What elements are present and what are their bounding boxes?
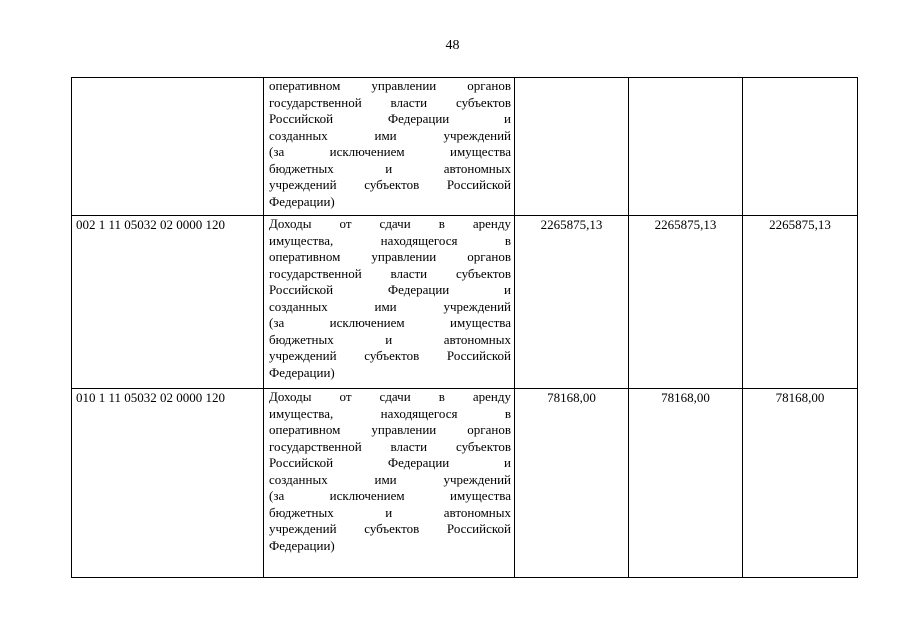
description-word: ими [374,471,397,487]
description-word: созданных [269,298,328,314]
description-word: имущества, [269,232,334,248]
description-word: и [385,331,393,347]
description-word: от [339,216,352,231]
value-cell-2: 2265875,13 [629,216,743,389]
description-word: Федерации [387,455,450,470]
table-row [72,389,858,578]
description-word: созданных [269,471,328,487]
description-word: управлении [371,422,437,437]
description-word: исключением [329,315,405,330]
table-row [72,78,858,216]
description-word: Доходы [269,389,312,404]
description-line [269,365,511,382]
description-word: оперативном [269,249,341,264]
description-word: (за [269,488,285,503]
description-word: в [504,232,511,248]
page-number: 48 [445,38,460,53]
description-word: власти [390,265,428,281]
description-word: Российской [269,282,334,297]
description-line [269,299,511,316]
description-line [269,406,511,423]
budget-revenue-table [71,77,858,578]
description-word: и [504,111,511,126]
description-word: в [438,389,445,404]
table-row [72,216,858,389]
description-word: в [438,216,445,231]
description-word: автономных [443,160,511,176]
description-line [269,216,511,233]
description-line [269,439,511,456]
value-cell-3: 2265875,13 [743,216,858,389]
budget-code-cell: 002 1 11 05032 02 0000 120 [72,216,264,389]
description-word: субъектов [364,521,420,536]
description-word: органов [467,78,511,93]
description-cell [264,216,515,389]
description-word: оперативном [269,78,341,93]
description-line [269,315,511,332]
description-word: субъектов [364,348,420,363]
description-word: имущества, [269,405,334,421]
description-word: Федерации [387,282,450,297]
description-word: сдачи [379,389,411,404]
description-line [269,389,511,406]
description-line [269,538,511,555]
description-word: государственной [269,265,362,281]
description-word: имущества [450,144,511,159]
description-word: и [385,504,393,520]
description-word: Российской [446,521,511,536]
description-line [269,194,511,211]
description-line [269,177,511,194]
value-cell-3 [743,78,858,216]
description-line [269,455,511,472]
description-word: от [339,389,352,404]
description-word: и [504,455,511,470]
description-line [269,78,511,95]
description-word: субъектов [455,94,511,110]
value-cell-2 [629,78,743,216]
description-word: учреждений [269,521,337,536]
value-cell-2: 78168,00 [629,389,743,578]
description-word: исключением [329,488,405,503]
description-word: автономных [443,331,511,347]
description-word: субъектов [455,265,511,281]
description-line [269,161,511,178]
description-word: Российской [446,177,511,192]
value-cell-1: 2265875,13 [515,216,629,389]
value-cell-3: 78168,00 [743,389,858,578]
description-word: Доходы [269,216,312,231]
description-line [269,332,511,349]
budget-code-cell [72,78,264,216]
description-line [269,249,511,266]
description-line [269,282,511,299]
description-word: учреждений [269,177,337,192]
description-word: исключением [329,144,405,159]
description-word: бюджетных [269,504,334,520]
description-word: созданных [269,127,328,143]
description-word: управлении [371,249,437,264]
value-cell-1 [515,78,629,216]
description-word: имущества [450,488,511,503]
description-word: органов [467,422,511,437]
description-word: оперативном [269,422,341,437]
description-word: находящегося [380,232,458,248]
description-word: учреждений [269,348,337,363]
description-cell [264,78,515,216]
description-line [269,111,511,128]
description-line [269,505,511,522]
description-word: (за [269,144,285,159]
description-word: Федерации) [269,537,335,553]
description-line [269,95,511,112]
description-word: управлении [371,78,437,93]
description-word: учреждений [443,471,511,487]
description-word: автономных [443,504,511,520]
description-word: бюджетных [269,331,334,347]
description-word: имущества [450,315,511,330]
description-word: Российской [269,111,334,126]
description-word: и [385,160,393,176]
description-word: (за [269,315,285,330]
description-cell [264,389,515,578]
budget-code-cell: 010 1 11 05032 02 0000 120 [72,389,264,578]
description-line [269,521,511,538]
description-word: государственной [269,438,362,454]
description-word: ими [374,127,397,143]
description-word: ими [374,298,397,314]
description-line [269,266,511,283]
description-word: власти [390,94,428,110]
description-line [269,488,511,505]
description-word: и [504,282,511,297]
description-word: органов [467,249,511,264]
description-word: Федерации) [269,364,335,380]
description-word: Федерации [387,111,450,126]
description-word: Российской [446,348,511,363]
description-word: государственной [269,94,362,110]
description-word: Федерации) [269,193,335,209]
description-word: субъектов [364,177,420,192]
description-word: аренду [472,389,511,404]
description-word: сдачи [379,216,411,231]
description-line [269,472,511,489]
description-line [269,233,511,250]
description-word: учреждений [443,127,511,143]
description-word: Российской [269,455,334,470]
description-line [269,128,511,145]
description-word: власти [390,438,428,454]
description-word: бюджетных [269,160,334,176]
description-line [269,144,511,161]
description-word: субъектов [455,438,511,454]
description-word: учреждений [443,298,511,314]
description-word: в [504,405,511,421]
description-word: находящегося [380,405,458,421]
value-cell-1: 78168,00 [515,389,629,578]
description-word: аренду [472,216,511,231]
description-line [269,348,511,365]
description-line [269,422,511,439]
